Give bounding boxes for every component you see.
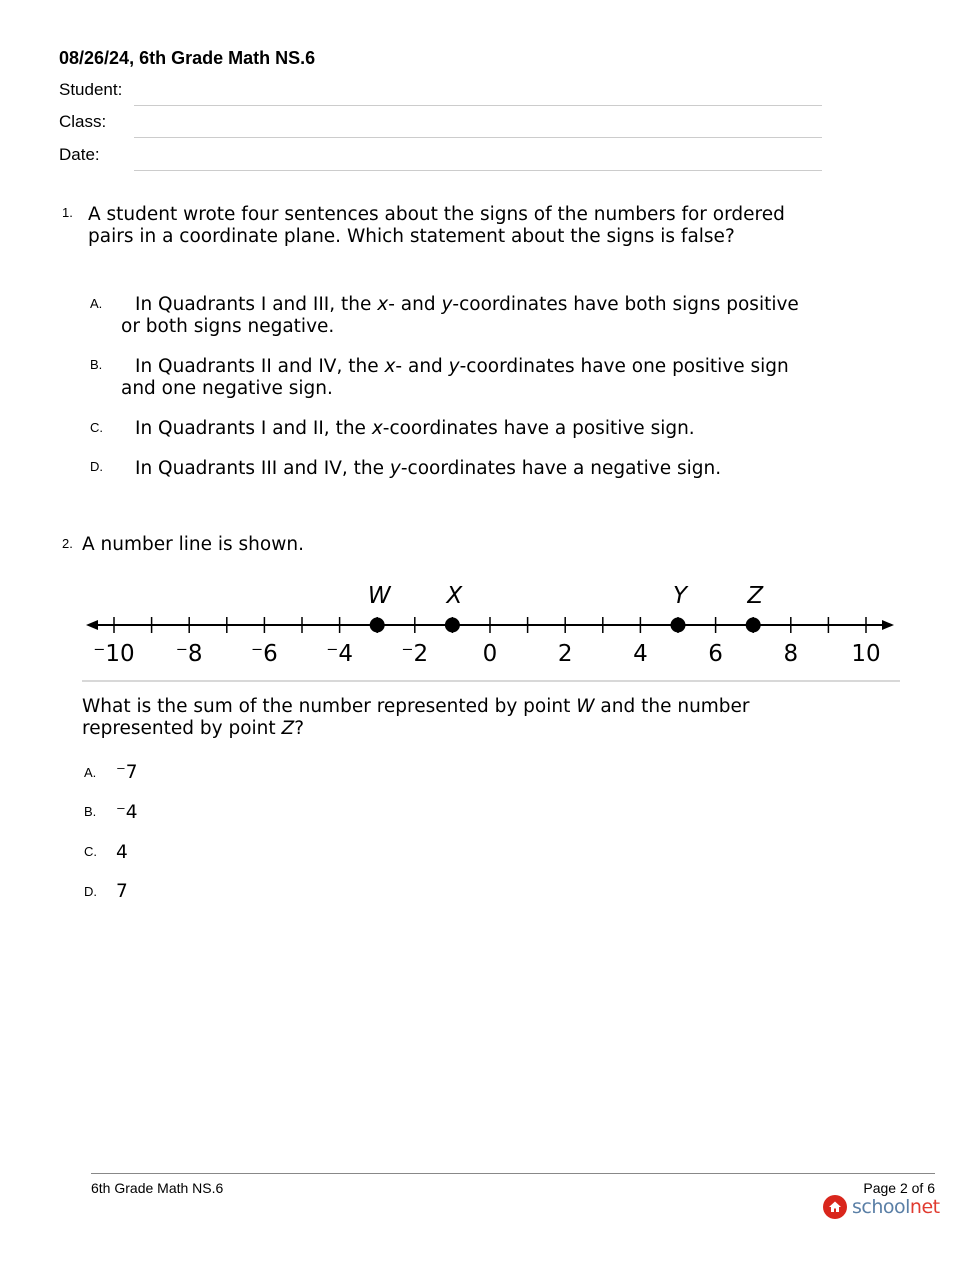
point-label-x: X xyxy=(446,583,463,609)
q1-option-a-letter: A. xyxy=(90,296,103,311)
page-title: 08/26/24, 6th Grade Math NS.6 xyxy=(59,48,316,68)
page-number: Page 2 of 6 xyxy=(863,1180,935,1196)
schoolnet-logo xyxy=(822,1194,940,1220)
point-label-y: Y xyxy=(672,583,688,609)
text: -coordinates have a positive sign. xyxy=(382,418,695,439)
text: ? xyxy=(294,718,305,739)
question-1-number: 1. xyxy=(62,205,73,220)
question-1-text: A student wrote four sentences about the signs of the numbers for ordered pairs in a coordinate plane. Which statement about the signs is false? xyxy=(88,204,785,247)
tick-label: 2 xyxy=(557,641,573,667)
point-label-z: Z xyxy=(747,583,764,609)
q2-option-d-letter: D. xyxy=(84,884,97,899)
q2-option-b-letter: B. xyxy=(84,804,97,819)
text: In Quadrants I and III, the xyxy=(135,294,378,315)
tick-label: 8 xyxy=(783,641,799,667)
tick-label: ⁻2 xyxy=(401,641,429,667)
house-icon xyxy=(822,1194,848,1220)
number-line-figure xyxy=(0,570,979,685)
text: -coordinates have one positive sign and one negative sign. xyxy=(121,356,789,399)
q1-option-d-letter: D. xyxy=(90,459,103,474)
q2-option-a[interactable]: ⁻7 xyxy=(116,762,138,783)
text: -coordinates have both signs positive or both signs negative. xyxy=(121,294,799,337)
q2-option-c-letter: C. xyxy=(84,844,97,859)
q1-option-b[interactable] xyxy=(121,356,821,400)
var: W xyxy=(576,696,595,717)
q1-option-d[interactable] xyxy=(135,458,835,480)
tick-label: 4 xyxy=(633,641,648,667)
class-label: Class: xyxy=(59,112,107,131)
question-2-number: 2. xyxy=(62,536,73,551)
question-2-intro: A number line is shown. xyxy=(82,534,304,555)
footer-divider xyxy=(91,1173,935,1174)
q1-option-c[interactable] xyxy=(135,418,835,440)
var: x xyxy=(384,356,396,377)
text: In Quadrants I and II, the xyxy=(135,418,372,439)
var: x xyxy=(371,418,383,439)
var: y xyxy=(441,294,453,315)
footer-title: 6th Grade Math NS.6 xyxy=(91,1180,224,1196)
tick-label: ⁻6 xyxy=(251,641,278,667)
date-line xyxy=(134,170,822,171)
q2-option-b[interactable]: ⁻4 xyxy=(116,802,138,823)
point-z xyxy=(746,618,761,633)
point-x xyxy=(445,618,460,633)
tick-label: 6 xyxy=(708,641,723,667)
text: In Quadrants III and IV, the xyxy=(135,458,390,479)
student-line xyxy=(134,105,822,106)
var: y xyxy=(389,458,401,479)
q2-option-a-letter: A. xyxy=(84,765,97,780)
var: y xyxy=(448,356,460,377)
text: In Quadrants II and IV, the xyxy=(135,356,385,377)
point-label-w: W xyxy=(367,583,391,609)
var: Z xyxy=(281,718,295,739)
tick-label: ⁻4 xyxy=(326,641,353,667)
point-y xyxy=(671,618,686,633)
class-line xyxy=(134,137,822,138)
text: - and xyxy=(388,294,442,315)
q1-option-b-letter: B. xyxy=(90,357,103,372)
text: and the number represented by point xyxy=(82,696,750,739)
text: -coordinates have a negative sign. xyxy=(400,458,722,479)
logo-wordmark: schoolnet xyxy=(852,1196,940,1218)
tick-label: ⁻10 xyxy=(93,641,135,667)
tick-label: 0 xyxy=(482,641,498,667)
point-w xyxy=(370,618,385,633)
tick-label: 10 xyxy=(851,641,881,667)
var: x xyxy=(377,294,389,315)
text: What is the sum of the number represented by point xyxy=(82,696,577,717)
q2-option-d[interactable]: 7 xyxy=(116,881,128,902)
left-arrow-icon xyxy=(86,620,98,630)
date-label: Date: xyxy=(59,145,100,164)
tick-label: ⁻8 xyxy=(175,641,203,667)
question-2-text xyxy=(82,696,822,740)
q1-option-c-letter: C. xyxy=(90,420,103,435)
student-label: Student: xyxy=(59,80,123,99)
q2-option-c[interactable]: 4 xyxy=(116,842,128,863)
text: - and xyxy=(395,356,449,377)
q1-option-a[interactable] xyxy=(121,294,821,338)
right-arrow-icon xyxy=(882,620,894,630)
